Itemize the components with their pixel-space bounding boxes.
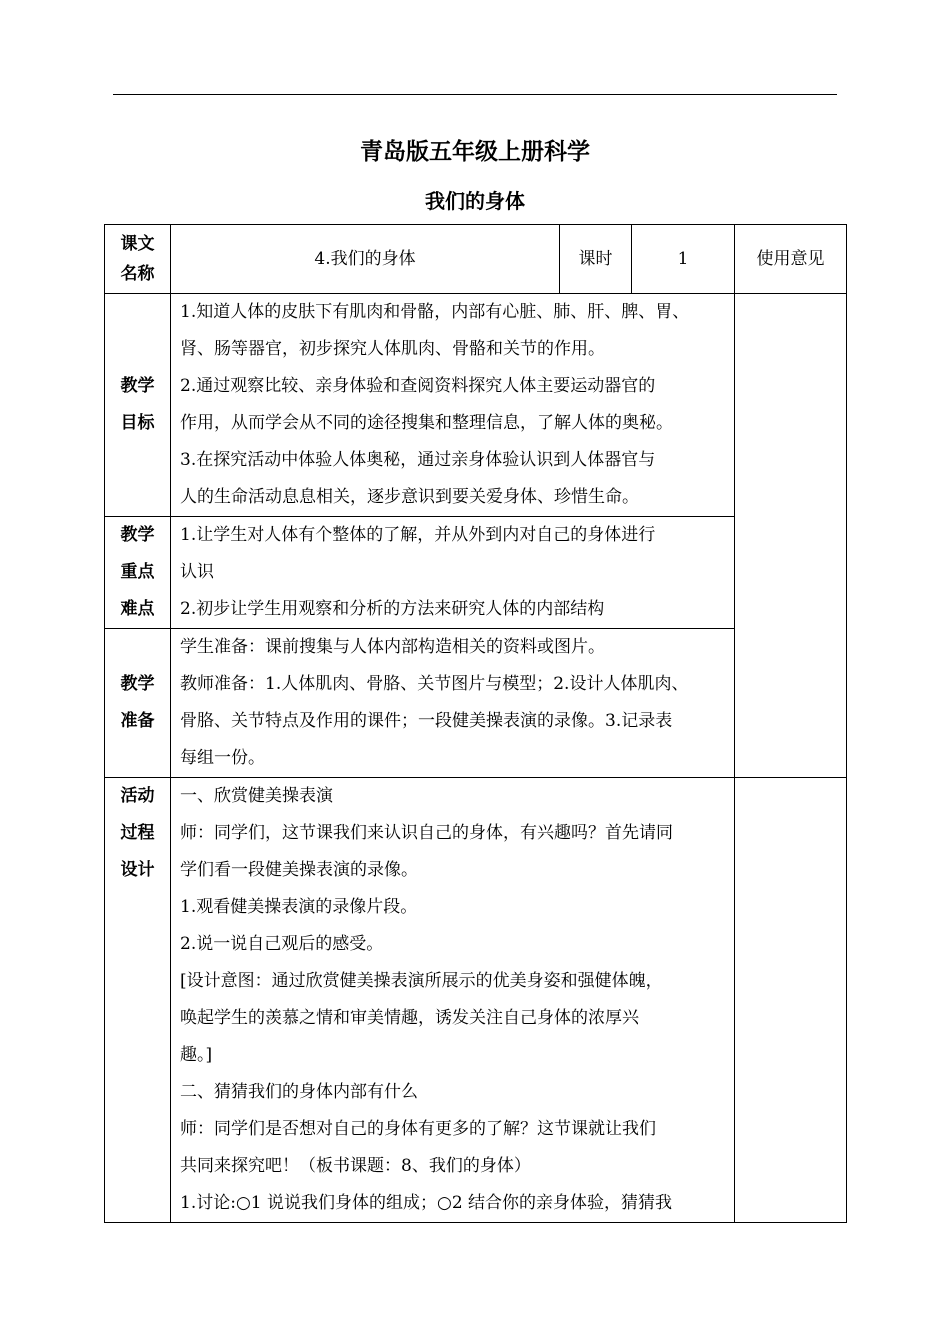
lesson-name-label: 课文 名称	[105, 225, 171, 294]
objectives-content: 1.知道人体的皮肤下有肌肉和骨骼，内部有心脏、肺、肝、脾、胃、 肾、肠等器官，初步探究人体肌肉、骨骼和关节的作用。 2.通过观察比较、亲身体验和查阅资料探究人体主要运动器官的 作用，从而学会从不同的途径搜集和整理信息，了解人体的奥秘。 3.在探究活动中体验人体奥秘，通过亲身体验认识到人体器官与 人的生命活动息息相关，逐步意识到要关爱身体、珍惜生命。	[171, 294, 735, 517]
process-label: 活动 过程 设计	[105, 778, 171, 1223]
objectives-label: 教学 目标	[105, 294, 171, 517]
doc-title: 青岛版五年级上册科学	[360, 139, 590, 165]
usage-notes-cell	[735, 294, 847, 778]
process-content: 一、欣赏健美操表演 师：同学们，这节课我们来认识自己的身体，有兴趣吗？首先请同 学们看一段健美操表演的录像。 1.观看健美操表演的录像片段。 2.说一说自己观后的感受。 [设计意图：通过欣赏健美操表演所展示的优美身姿和强健体魄， 唤起学生的羡慕之情和审美情趣，诱发关注自己身体的浓厚兴 趣。] 二、猜猜我们的身体内部有什么 师：同学们是否想对自己的身体有更多的了解？这节课就让我们 共同来探究吧！（板书课题：8、我们的身体） 1.讨论:○1 说说我们身体的组成；○2 结合你的亲身体验，猜猜我	[171, 778, 735, 1223]
key-points-label: 教学 重点 难点	[105, 517, 171, 629]
period-value: 1	[632, 225, 735, 294]
preparation-label: 教学 准备	[105, 629, 171, 778]
key-points-content: 1.让学生对人体有个整体的了解，并从外到内对自己的身体进行 认识 2.初步让学生用观察和分析的方法来研究人体的内部结构	[171, 517, 735, 629]
period-label: 课时	[560, 225, 632, 294]
doc-subtitle: 我们的身体	[425, 189, 525, 213]
process-usage-cell	[735, 778, 847, 1223]
lesson-plan-table	[104, 224, 847, 1223]
header-rule	[113, 94, 837, 95]
usage-label: 使用意见	[735, 225, 847, 294]
lesson-name-value: 4.我们的身体	[171, 225, 560, 294]
preparation-content: 学生准备：课前搜集与人体内部构造相关的资料或图片。 教师准备：1.人体肌肉、骨胳、关节图片与模型；2.设计人体肌肉、 骨胳、关节特点及作用的课件；一段健美操表演的录像。3.记录表 每组一份。	[171, 629, 735, 778]
